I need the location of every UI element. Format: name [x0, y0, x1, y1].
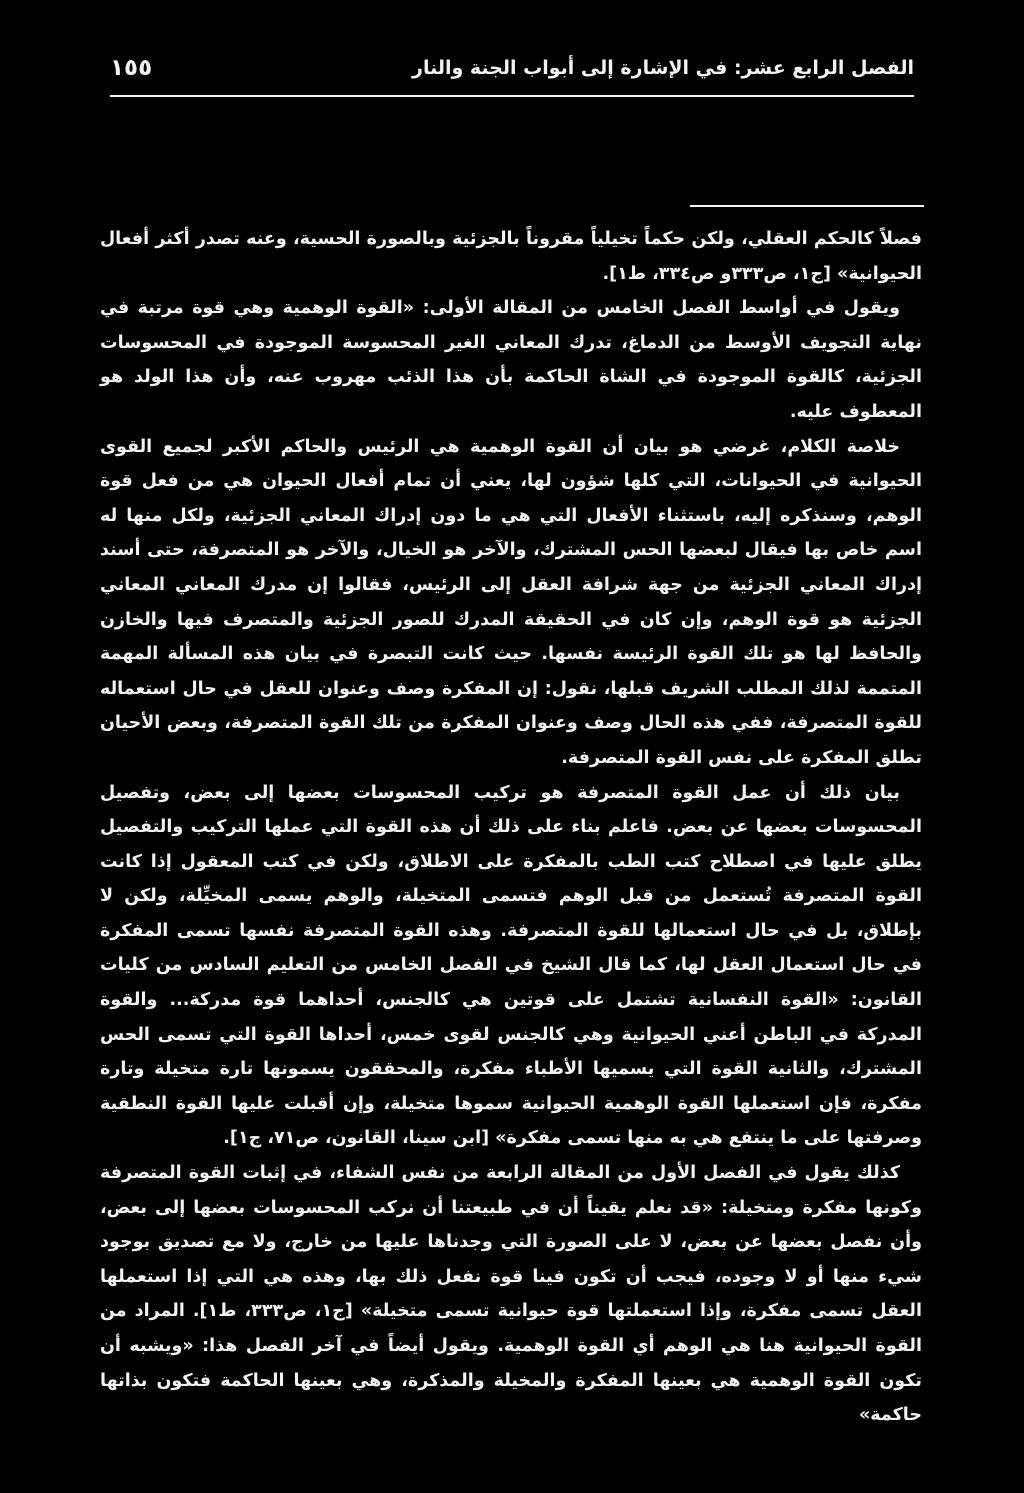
- paragraph: فصلاً كالحكم العقلي، ولكن حكماً تخيلياً مقروناً بالجزئية وبالصورة الحسية، وعنه تصدر أكثر أفعال الحيوانية» [ج١، ص٣٣٣و ص٣٣٤، ط١].: [100, 229, 922, 284]
- footnote-separator: [690, 205, 924, 207]
- paragraph: كذلك يقول في الفصل الأول من المقالة الرابعة من نفس الشفاء، في إثبات القوة المتصرفة وكونها مفكرة ومتخيلة: «قد نعلم يقيناً أن في طبيعتنا أن نركب المحسوسات بعضها إلى بعض، وأن نفصل بعضها عن بعض، لا على الصورة التي وجدناها عليها من خارج، ولا مع تصديق بوجود شيء منها أو لا وجوده، فيجب أن تكون فينا قوة نفعل ذلك بها، وهذه هي التي إذا استعملها العقل تسمى مفكرة، وإذا استعملتها قوة حيوانية تسمى متخيلة» [ج١، ص٣٣٣، ط١]. المراد من القوة الحيوانية هنا هي الوهم أي القوة الوهمية. ويقول أيضاً في آخر الفصل هذا: «ويشبه أن تكون القوة الوهمية هي بعينها المفكرة والمخيلة والمذكرة، وهي بعينها الحاكمة فتكون بذاتها حاكمة»: [100, 1163, 922, 1426]
- chapter-title: الفصل الرابع عشر: في الإشارة إلى أبواب الجنة والنار: [412, 57, 914, 79]
- header-divider: [110, 95, 914, 97]
- paragraph: بيان ذلك أن عمل القوة المتصرفة هو تركيب المحسوسات بعضها إلى بعض، وتفصيل المحسوسات بعضها عن بعض. فاعلم بناء على ذلك أن هذه القوة التي عملها التركيب والتفصيل يطلق عليها في اصطلاح كتب الطب بالمفكرة على الاطلاق، ولكن في كتب المعقول إذا كانت القوة المتصرفة تُستعمل من قبل الوهم فتسمى المتخيلة، والوهم يسمى المخيِّلة، ولكن لا بإطلاق، بل في حال استعمالها للقوة المتصرفة. وهذه القوة المتصرفة نفسها تسمى المفكرة في حال استعمال العقل لها، كما قال الشيخ في الفصل الخامس من التعليم السادس من كليات القانون: «القوة النفسانية تشتمل على قوتين هي كالجنس، أحداهما قوة مدركة... والقوة المدركة في الباطن أعني الحيوانية وهي كالجنس لقوى خمس، أحداها القوة التي تسمى الحس المشترك، والثانية القوة التي يسميها الأطباء مفكرة، والمحققون يسمونها تارة متخيلة وتارة مفكرة، فإن استعملها القوة الوهمية الحيوانية سموها متخيلة، وإن أقبلت عليها القوة النطقية وصرفتها على ما ينتفع هي به منها تسمى مفكرة» [ابن سينا، القانون، ص٧١، ج١].: [100, 782, 922, 1149]
- running-header: [110, 55, 914, 95]
- paragraph: خلاصة الكلام، غرضي هو بيان أن القوة الوهمية هي الرئيس والحاكم الأكبر لجميع القوى الحيوانية في الحيوانات، التي كلها شؤون لها، يعني أن تمام أفعال الحيوان هي من فعل قوة الوهم، وسنذكره إليه، باستثناء الأفعال التي هي ما دون إدراك المعاني الجزئية، ولكل منها له اسم خاص بها فيقال لبعضها الحس المشترك، والآخر هو الخيال، والآخر هو المتصرفة، حتى أسند إدراك المعاني الجزئية من جهة شرافة العقل إلى الرئيس، فقالوا إن مدرك المعاني المعاني الجزئية هو قوة الوهم، وإن كان في الحقيقة المدرك للصور الجزئية والمتصرف فيها والخازن والحافظ لها هو تلك القوة الرئيسة نفسها. حيث كانت التبصرة في بيان هذه المسألة المهمة المتممة لذلك المطلب الشريف قبلها، نقول: إن المفكرة وصف وعنوان للعقل في حال استعماله للقوة المتصرفة، ففي هذه الحال وصف وعنوان المفكرة من تلك القوة المتصرفة، وبعض الأحيان تطلق المفكرة على نفس القوة المتصرفة.: [100, 436, 922, 768]
- body-text: [100, 222, 922, 1433]
- paragraph: ويقول في أواسط الفصل الخامس من المقالة الأولى: «القوة الوهمية وهي قوة مرتبة في نهاية التجويف الأوسط من الدماغ، تدرك المعاني الغير المحسوسة الموجودة في المحسوسات الجزئية، كالقوة الموجودة في الشاة الحاكمة بأن هذا الذئب مهروب عنه، وأن هذا الولد هو المعطوف عليه.: [100, 298, 922, 422]
- page-number: ١٥٥: [110, 55, 153, 81]
